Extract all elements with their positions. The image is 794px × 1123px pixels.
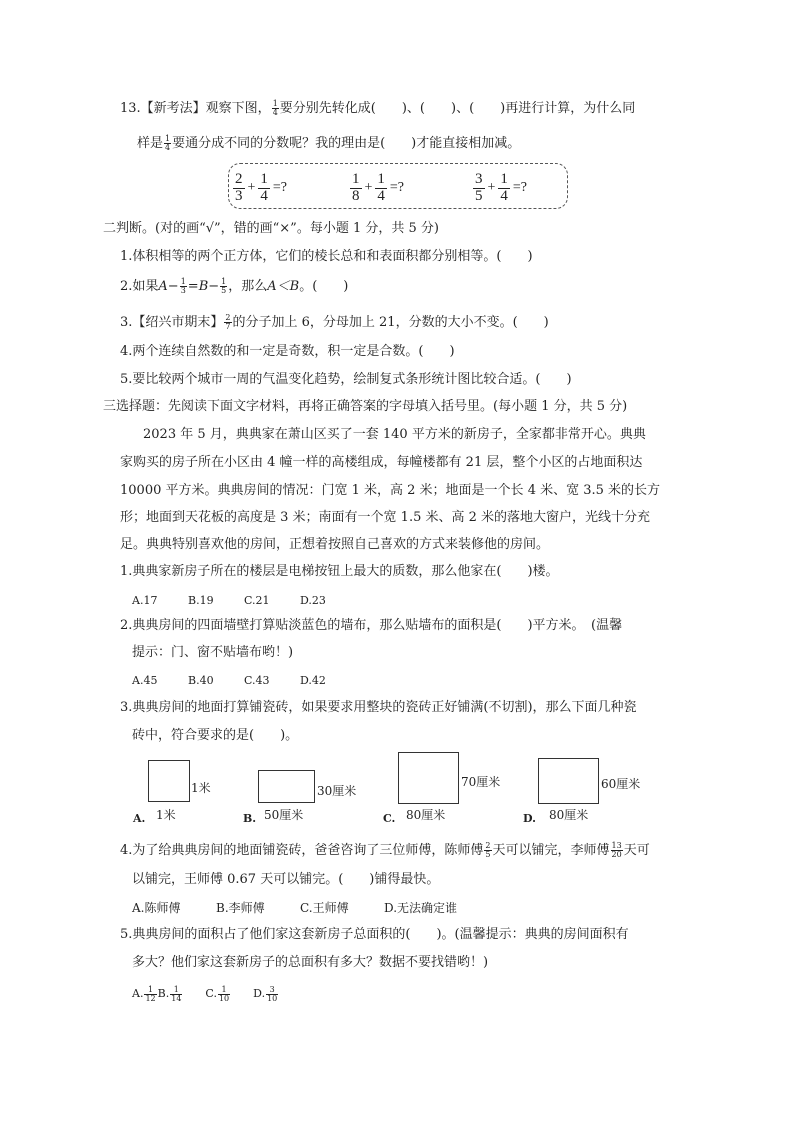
q2-options: A.45 B.40 C.43 D.42 [132, 674, 326, 687]
part2-q4: 4.两个连续自然数的和一定是奇数，积一定是合数。( ) [120, 344, 455, 359]
tile-c-bottom: 80厘米 [406, 808, 446, 822]
expression-1: $\frac{2}{3}$ + $\frac{1}{4}$ =? [235, 171, 288, 204]
tile-a-label: A. [133, 812, 146, 825]
part2-q3: 3.【绍兴市期末】 $\frac{2}{7}$ 的分子加上 6，分母加上 21，分数的大小不变。( ) [120, 313, 549, 331]
part3-q5-line2: 多大？他们家这套新房子的总面积有多大？数据不要找错哟！) [132, 955, 489, 970]
expression-2: $\frac{1}{8}$ + $\frac{1}{4}$ =? [352, 171, 405, 204]
tile-c [398, 752, 459, 804]
tile-b-side: 30厘米 [317, 784, 357, 798]
part3-q3-line2: 砖中，符合要求的是( )。 [132, 728, 299, 743]
part2-q1: 1.体积相等的两个正方体，它们的棱长总和和表面积都分别相等。( ) [120, 249, 533, 264]
part2-heading: 二判断。(对的画“√”，错的画“×”。每小题 1 分，共 5 分) [103, 221, 439, 236]
q5-options: A. $\frac{1}{12}$ B. $\frac{1}{14}$ C. $\frac{1}{10}$ D. $\frac{3}{10}$ [132, 984, 278, 1003]
tile-b-label: B. [243, 812, 257, 825]
part3-q4-line1: 4.为了给典典房间的地面铺瓷砖，爸爸咨询了三位师傅，陈师傅 $\frac{2}{5}$ 天可以铺完，李师傅 $\frac{13}{20}$ 天可 [120, 841, 650, 859]
q4-options: A.陈师傅 B.李师傅 C.王师傅 D.无法确定谁 [132, 901, 458, 915]
part3-q2-line1: 2.典典房间的四面墙壁打算贴淡蓝色的墙布，那么贴墙布的面积是( )平方米。 (温馨 [120, 618, 623, 633]
part3-q4-line2: 以铺完，王师傅 0.67 天可以铺完。( )铺得最快。 [132, 872, 440, 887]
fraction: $\frac{1}{4}$ [272, 99, 278, 117]
part3-q1: 1.典典家新房子所在的楼层是电梯按钮上最大的质数，那么他家在( )楼。 [120, 564, 559, 579]
tile-d-label: D. [523, 812, 536, 825]
passage-line: 10000 平方米。典典房间的情况：门宽 1 米，高 2 米；地面是一个长 4 米、宽 3.5 米的长方 [120, 483, 661, 498]
expression-3: $\frac{3}{5}$ + $\frac{1}{4}$ =? [475, 171, 528, 204]
passage-line: 2023 年 5 月，典典家在萧山区买了一套 140 平方米的新房子，全家都非常开心。典典 [143, 427, 646, 442]
tile-c-label: C. [383, 812, 396, 825]
fraction: $\frac{1}{4}$ [165, 134, 171, 152]
tile-b [258, 770, 315, 803]
part3-heading: 三选择题：先阅读下面文字材料，再将正确答案的字母填入括号里。(每小题 1 分，共 5 分) [103, 399, 628, 414]
tile-d-side: 60厘米 [601, 777, 641, 791]
tile-a [148, 760, 190, 802]
passage-line: 形；地面到天花板的高度是 3 米；南面有一个宽 1.5 米、高 2 米的落地大窗户，光线十分充 [120, 510, 651, 525]
passage-line: 足。典典特别喜欢他的房间，正想着按照自己喜欢的方式来装修他的房间。 [120, 537, 550, 552]
tile-b-bottom: 50厘米 [264, 808, 304, 822]
part2-q2: 2.如果A− $\frac{1}{3}$ =B− $\frac{1}{5}$ ，那么A＜B。( ) [120, 277, 349, 295]
tile-a-bottom: 1米 [156, 808, 176, 822]
q13-line2: 样是 $\frac{1}{4}$ 要通分成不同的分数呢？我的理由是( )才能直接相加减。 [137, 134, 521, 152]
tile-a-side: 1米 [191, 781, 211, 795]
part3-q5-line1: 5.典典房间的面积占了他们家这套新房子总面积的( )。(温馨提示：典典的房间面积有 [120, 927, 629, 942]
q1-options: A.17 B.19 C.21 D.23 [132, 594, 326, 607]
part3-q3-line1: 3.典典房间的地面打算铺瓷砖，如果要求用整块的瓷砖正好铺满(不切割)，那么下面几种瓷 [120, 700, 637, 715]
tile-d [538, 758, 599, 804]
q13-line1: 13.【新考法】观察下图， $\frac{1}{4}$ 要分别先转化成( )、( )、( )再进行计算，为什么同 [120, 99, 636, 117]
tile-d-bottom: 80厘米 [549, 808, 589, 822]
passage-line: 家购买的房子所在小区由 4 幢一样的高楼组成，每幢楼都有 21 层，整个小区的占地面积达 [120, 455, 643, 470]
part2-q5: 5.要比较两个城市一周的气温变化趋势，绘制复式条形统计图比较合适。( ) [120, 372, 572, 387]
part3-q2-line2: 提示：门、窗不贴墙布哟！) [132, 645, 294, 660]
tile-c-side: 70厘米 [461, 775, 501, 789]
